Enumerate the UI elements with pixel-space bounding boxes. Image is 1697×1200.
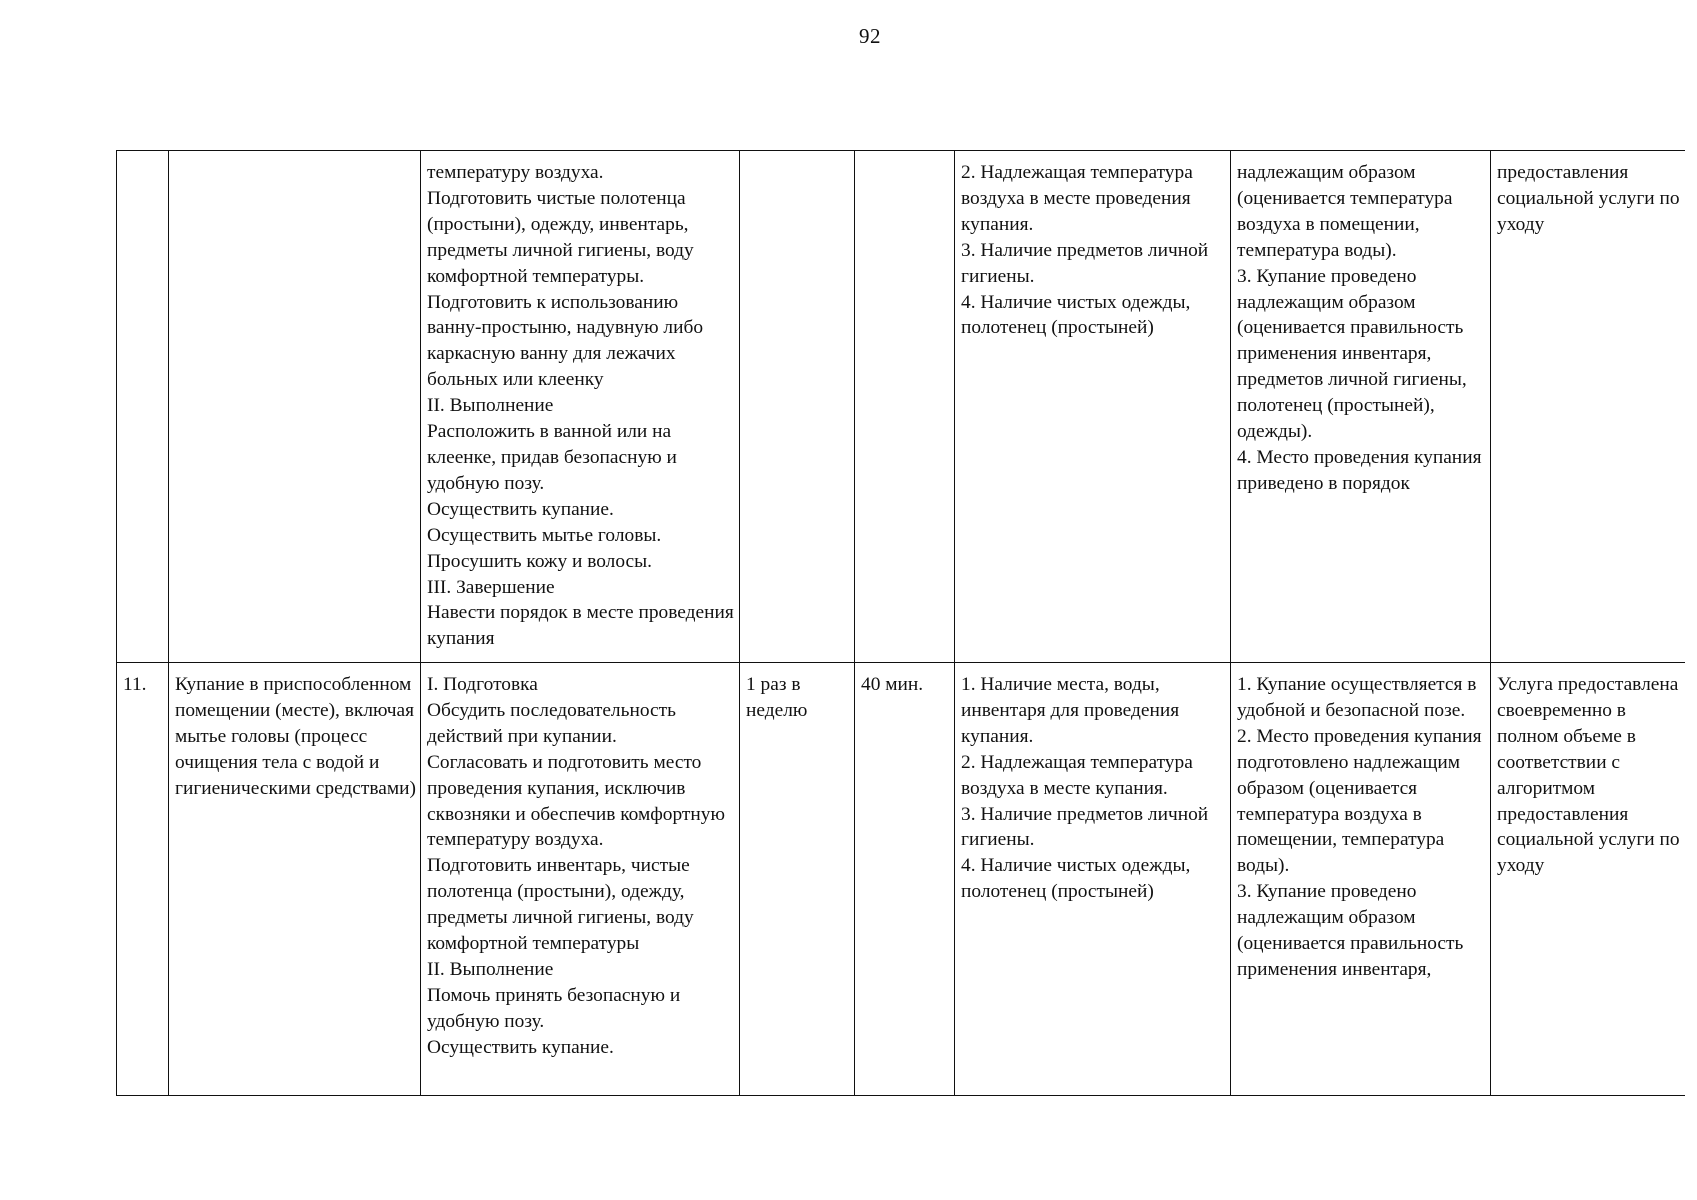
cell-quality-criteria: 1. Купание осуществляется в удобной и безопасной позе. 2. Место проведения купания подготовлено надлежащим образом (оценивается температура воздуха в помещении, температура воды). 3. Купание проведено надлежащим образом (оценивается правильность применения инвентаря, (1231, 663, 1491, 1096)
page-number: 92 (859, 24, 881, 48)
cell-quality-criteria: надлежащим образом (оценивается температура воздуха в помещении, температура воды). 3. Купание проведено надлежащим образом (оценивается правильность применения инвентаря, предметов личной гигиены, полотенец (простыней), одежды). 4. Место проведения купания приведено в порядок (1231, 151, 1491, 663)
services-table (116, 150, 1685, 1096)
table-row-continuation (117, 151, 1685, 663)
cell-result: предоставления социальной услуги по уходу (1491, 151, 1685, 663)
cell-number: 11. (117, 663, 169, 1096)
cell-frequency: 1 раз в неделю (740, 663, 855, 1096)
cell-duration (855, 151, 955, 663)
cell-result: Услуга предоставлена своевременно в полном объеме в соответствии с алгоритмом предоставления социальной услуги по уходу (1491, 663, 1685, 1096)
cell-service-name: Купание в приспособленном помещении (месте), включая мытье головы (процесс очищения тела с водой и гигиеническими средствами) (169, 663, 421, 1096)
cell-duration: 40 мин. (855, 663, 955, 1096)
cell-conditions: 2. Надлежащая температура воздуха в месте проведения купания. 3. Наличие предметов личной гигиены. 4. Наличие чистых одежды, полотенец (простыней) (955, 151, 1231, 663)
cell-procedure: температуру воздуха. Подготовить чистые полотенца (простыни), одежду, инвентарь, предметы личной гигиены, воду комфортной температуры. Подготовить к использованию ванну-простыню, надувную либо каркасную ванну для лежачих больных или клеенку II. Выполнение Расположить в ванной или на клеенке, придав безопасную и удобную позу. Осуществить купание. Осуществить мытье головы. Просушить кожу и волосы. III. Завершение Навести порядок в месте проведения купания (421, 151, 740, 663)
table-row-11 (117, 663, 1685, 1096)
cell-procedure: I. Подготовка Обсудить последовательность действий при купании. Согласовать и подготовить место проведения купания, исключив сквозняки и обеспечив комфортную температуру воздуха. Подготовить инвентарь, чистые полотенца (простыни), одежду, предметы личной гигиены, воду комфортной температуры II. Выполнение Помочь принять безопасную и удобную позу. Осуществить купание. (421, 663, 740, 1096)
cell-service-name (169, 151, 421, 663)
cell-conditions: 1. Наличие места, воды, инвентаря для проведения купания. 2. Надлежащая температура воздуха в месте купания. 3. Наличие предметов личной гигиены. 4. Наличие чистых одежды, полотенец (простыней) (955, 663, 1231, 1096)
cell-frequency (740, 151, 855, 663)
cell-number (117, 151, 169, 663)
